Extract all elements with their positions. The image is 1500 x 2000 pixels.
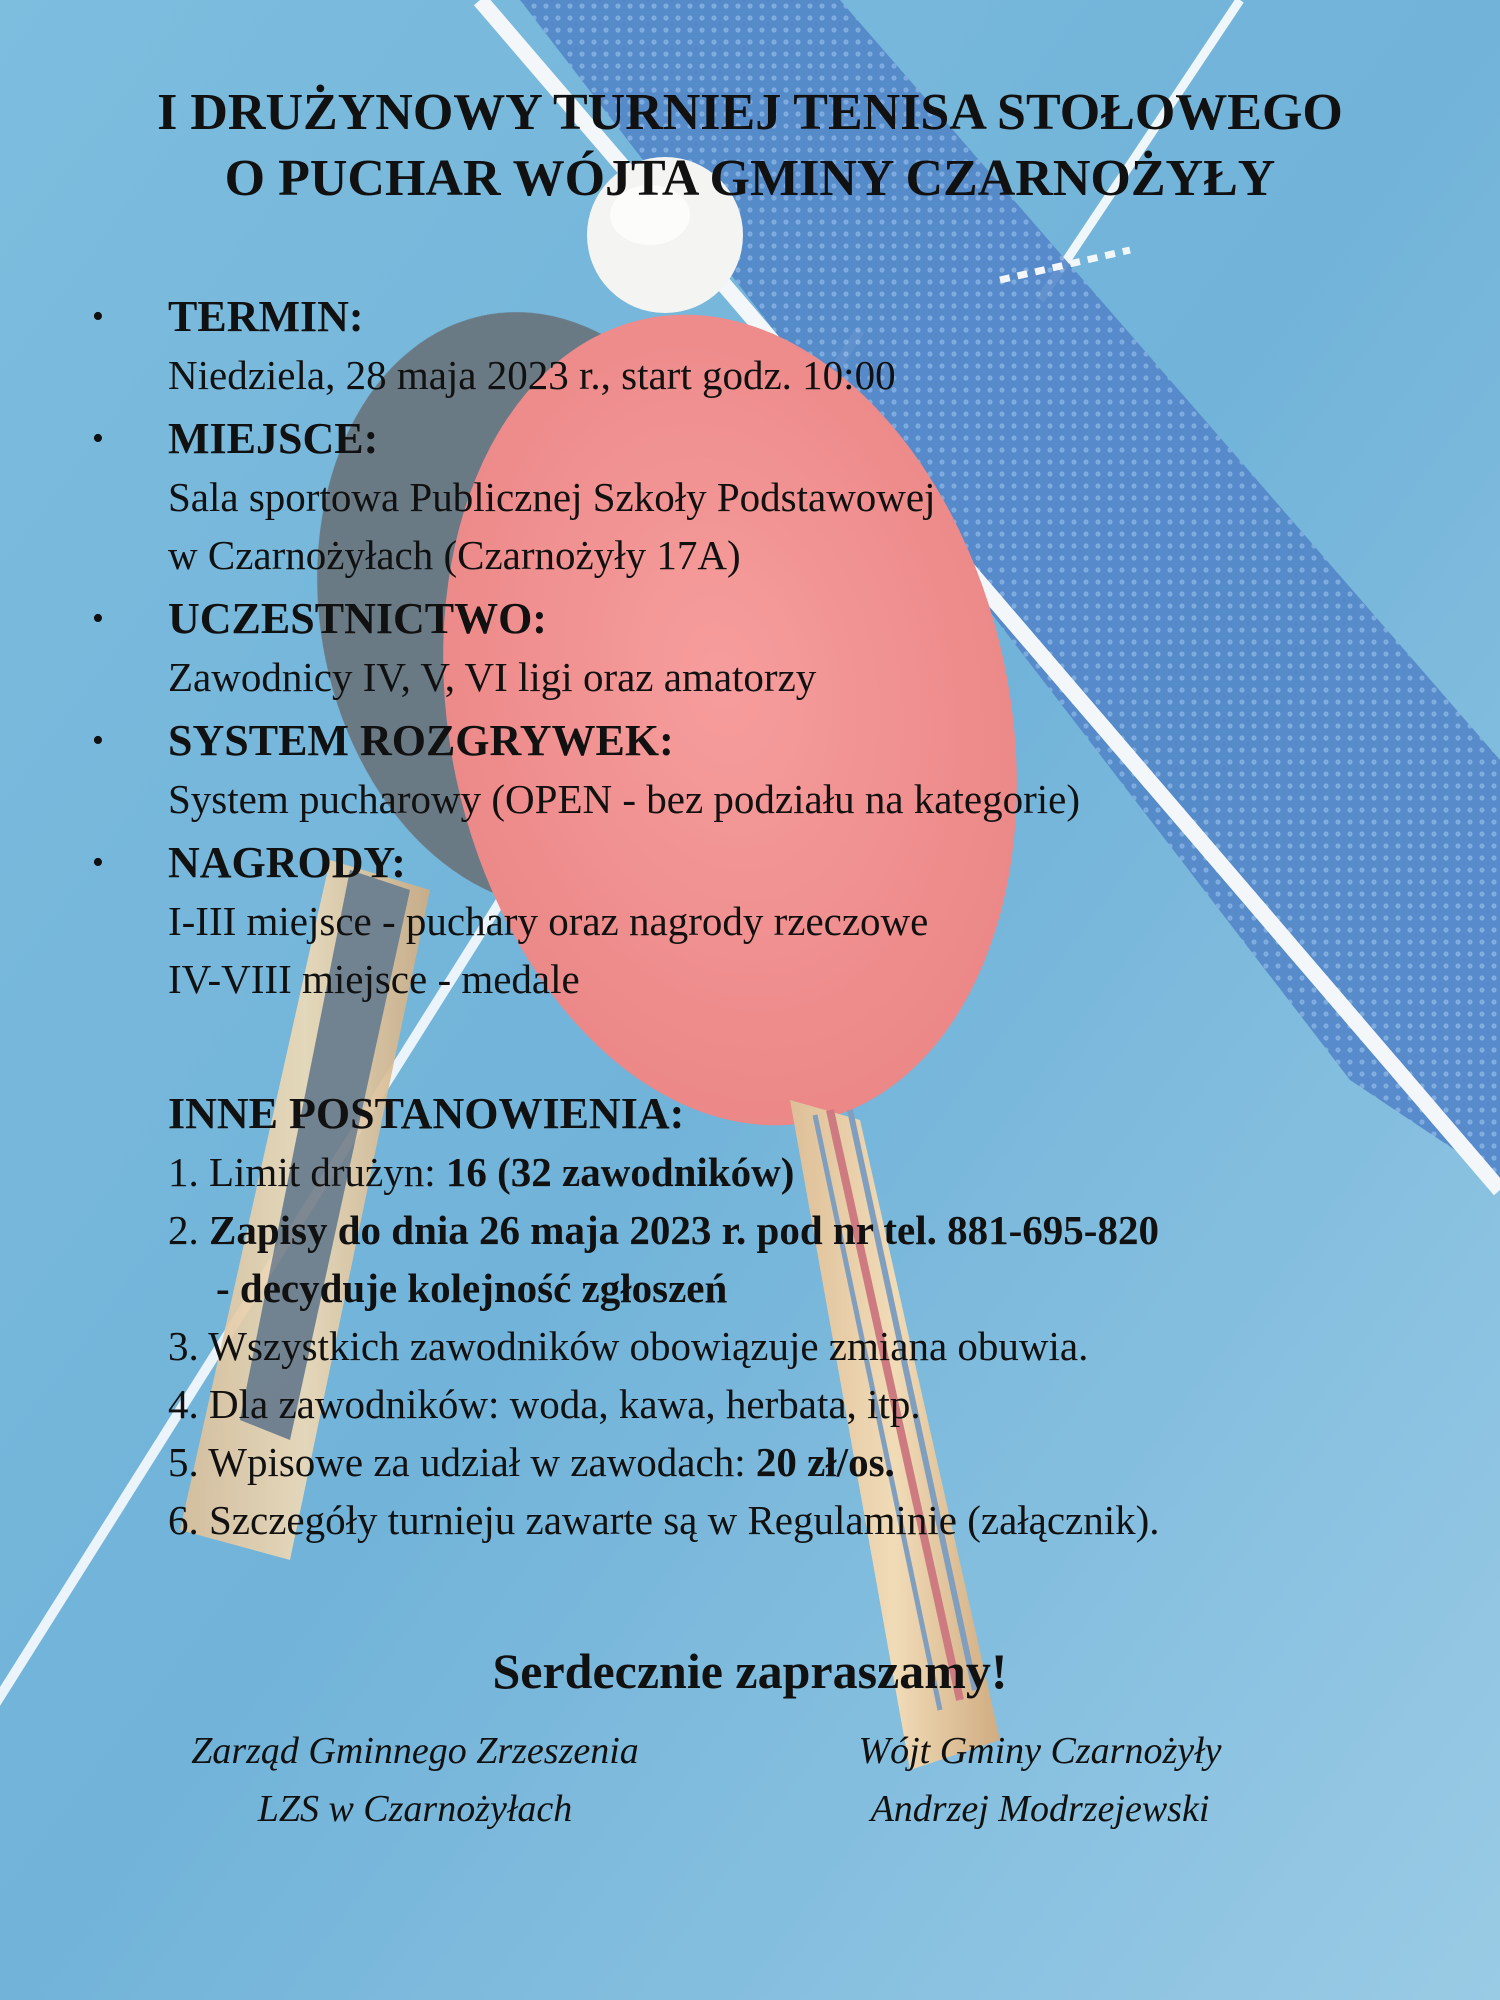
- section-nagrody: [0, 834, 1500, 1008]
- rule-item: [168, 1201, 1468, 1259]
- section-system-rozgrywek: [0, 712, 1500, 828]
- rule-text: 5. Wpisowe za udział w zawodach:: [168, 1439, 756, 1485]
- rule-text: 1. Limit drużyn:: [168, 1149, 446, 1195]
- signature-line: Zarząd Gminnego Zrzeszenia: [191, 1730, 639, 1772]
- other-rules-heading: INNE POSTANOWIENIA:: [168, 1089, 685, 1138]
- signature-line: Andrzej Modrzejewski: [870, 1788, 1210, 1830]
- rule-item: 6. Szczegóły turnieju zawarte są w Regulaminie (załącznik).: [168, 1497, 1160, 1543]
- rule-item: 3. Wszystkich zawodników obowiązuje zmiana obuwia.: [168, 1323, 1089, 1369]
- bullet-icon: •: [92, 722, 104, 759]
- title-line-1: I DRUŻYNOWY TURNIEJ TENISA STOŁOWEGO: [157, 84, 1343, 141]
- info-list: [0, 288, 1500, 1014]
- section-label: TERMIN:: [168, 292, 364, 341]
- signature-right: [740, 1722, 1340, 1838]
- section-label: UCZESTNICTWO:: [168, 594, 547, 643]
- bullet-icon: •: [92, 298, 104, 335]
- rule-item: 4. Dla zawodników: woda, kawa, herbata, itp.: [168, 1381, 921, 1427]
- rule-bold: Zapisy do dnia 26 maja 2023 r. pod nr tel. 881-695-820: [209, 1207, 1159, 1253]
- signature-left: [115, 1722, 715, 1838]
- title-line-2: O PUCHAR WÓJTA GMINY CZARNOŻYŁY: [224, 150, 1276, 207]
- bullet-icon: •: [92, 600, 104, 637]
- section-termin: [0, 288, 1500, 404]
- section-label: SYSTEM ROZGRYWEK:: [168, 716, 674, 765]
- rule-item-continuation: [168, 1259, 1468, 1317]
- section-miejsce: [0, 410, 1500, 584]
- section-text: Zawodnicy IV, V, VI ligi oraz amatorzy: [168, 654, 817, 700]
- section-uczestnictwo: [0, 590, 1500, 706]
- section-text: System pucharowy (OPEN - bez podziału na kategorie): [168, 776, 1080, 822]
- rule-bold: - decyduje kolejność zgłoszeń: [216, 1265, 728, 1311]
- poster-title: [60, 80, 1440, 212]
- other-rules: [168, 1085, 1468, 1549]
- bullet-icon: •: [92, 420, 104, 457]
- signature-line: Wójt Gminy Czarnożyły: [858, 1730, 1222, 1772]
- section-text: w Czarnożyłach (Czarnożyły 17A): [168, 532, 741, 578]
- rule-bold: 16 (32 zawodników): [445, 1149, 795, 1195]
- invitation-text: Serdecznie zapraszamy!: [492, 1643, 1008, 1699]
- section-text: I-III miejsce - puchary oraz nagrody rzeczowe: [168, 898, 929, 944]
- section-text: Sala sportowa Publicznej Szkoły Podstawowej: [168, 474, 936, 520]
- bullet-icon: •: [92, 844, 104, 881]
- section-label: MIEJSCE:: [168, 414, 379, 463]
- signature-line: LZS w Czarnożyłach: [257, 1788, 573, 1830]
- rule-text: 2.: [168, 1207, 209, 1253]
- rule-item: [168, 1143, 1468, 1201]
- section-text: Niedziela, 28 maja 2023 r., start godz. 10:00: [168, 352, 896, 398]
- rule-bold: 20 zł/os.: [755, 1439, 895, 1485]
- section-text: IV-VIII miejsce - medale: [168, 956, 580, 1002]
- section-label: NAGRODY:: [168, 838, 406, 887]
- rule-item: [168, 1433, 1468, 1491]
